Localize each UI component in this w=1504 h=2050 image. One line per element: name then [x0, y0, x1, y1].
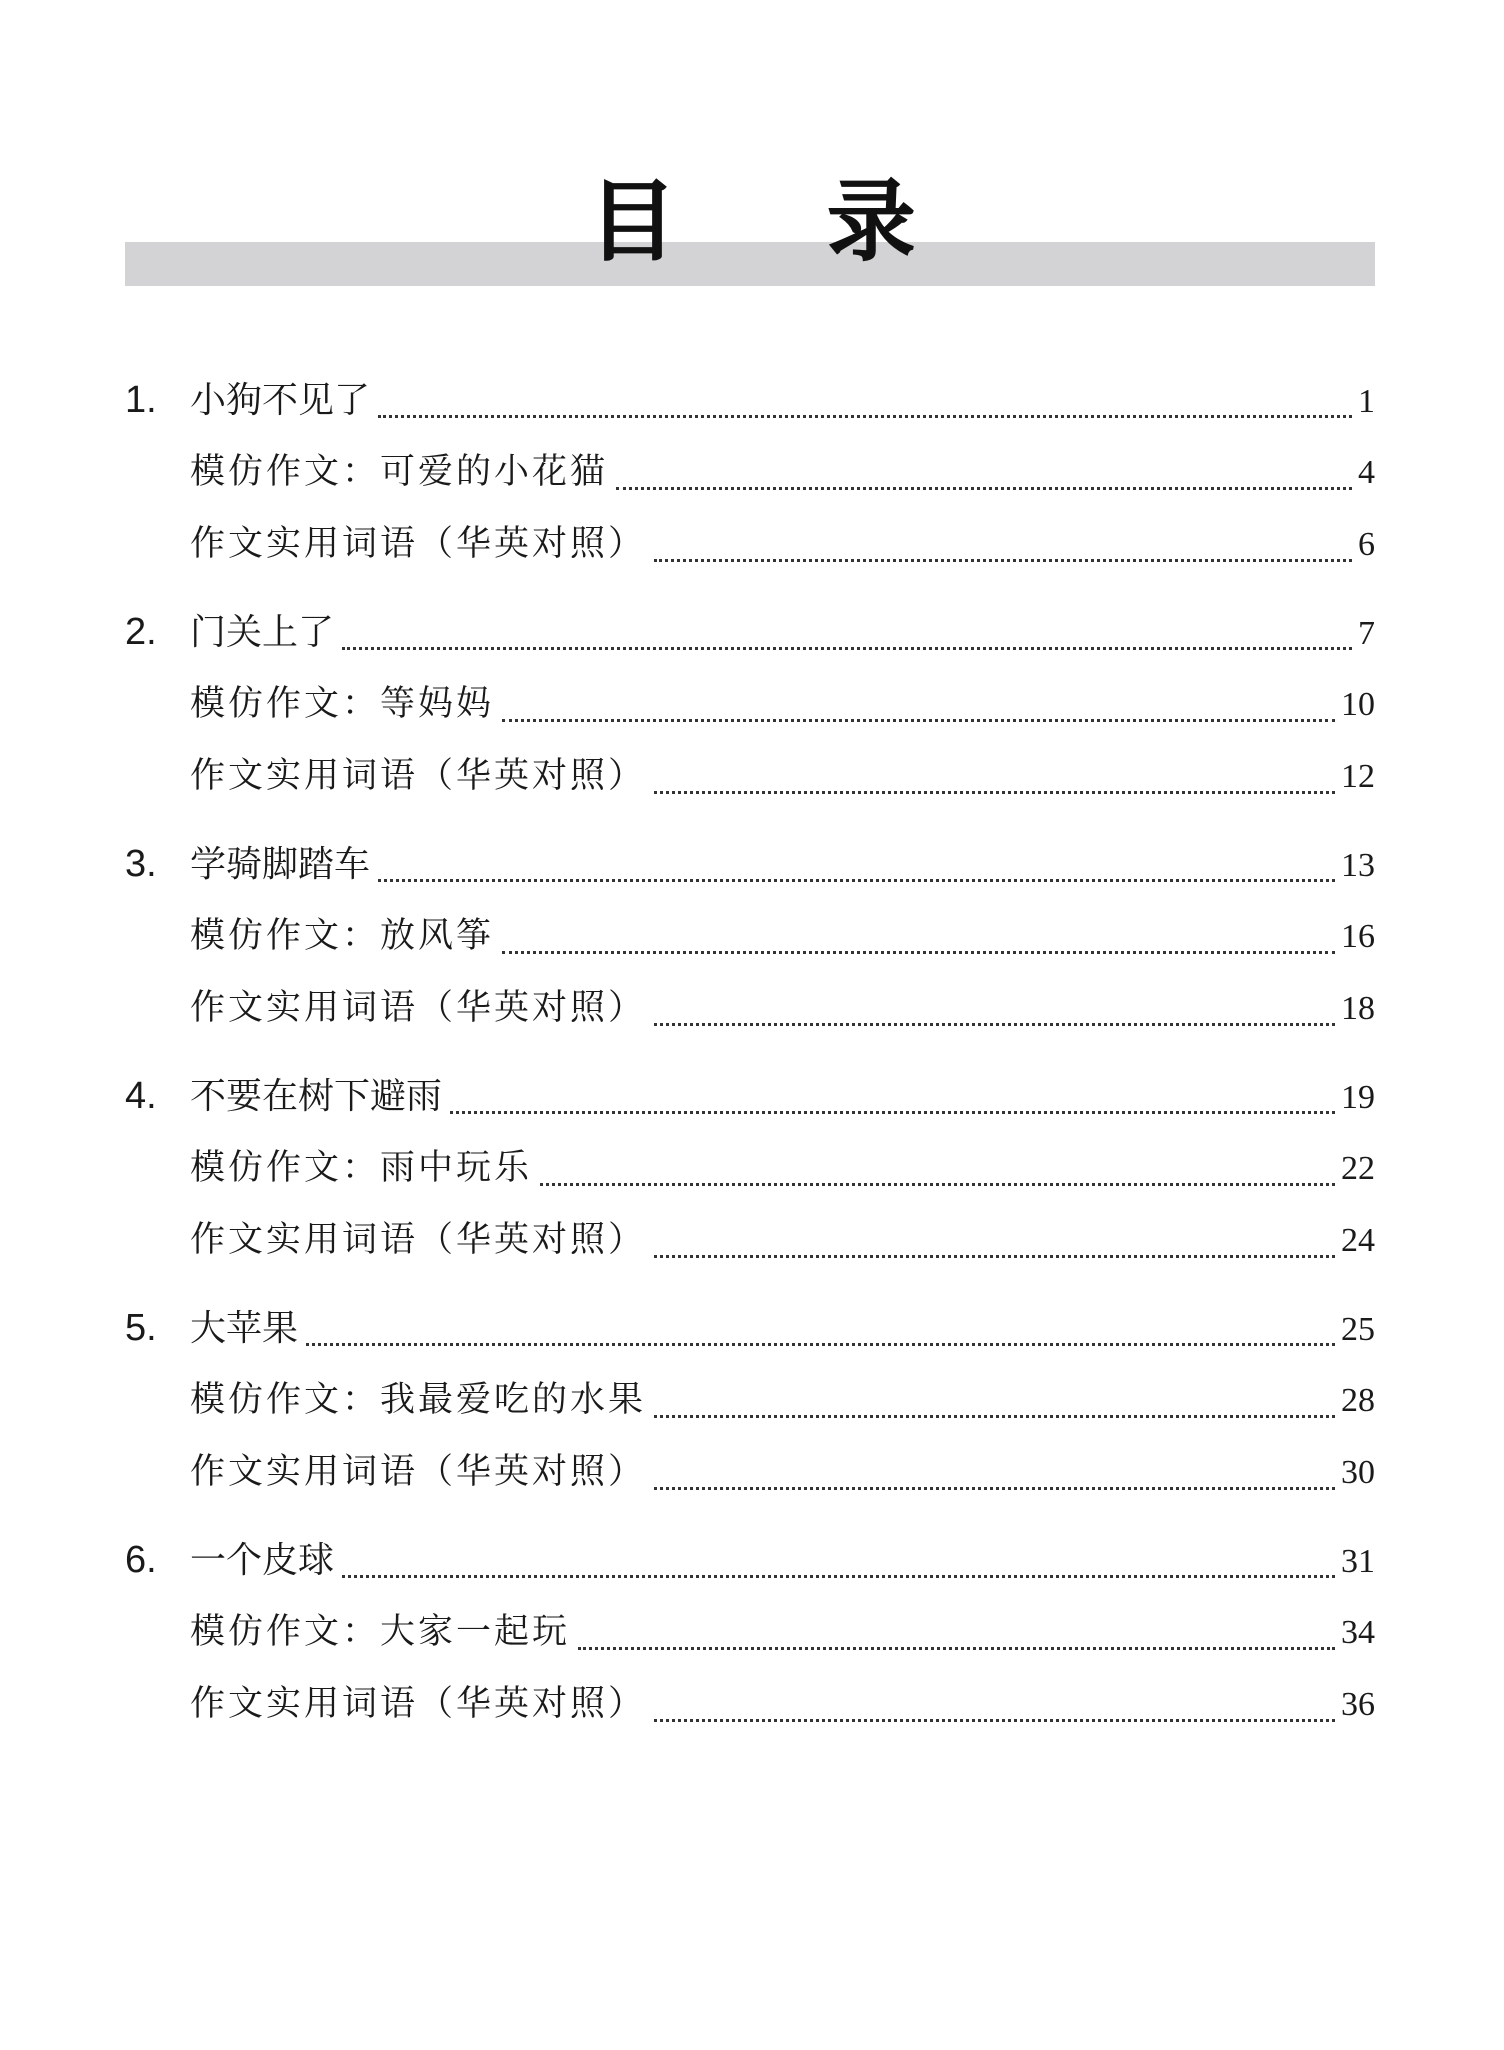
page-number: 7: [1358, 615, 1375, 652]
toc-sub-2-1[interactable]: [125, 676, 1375, 732]
dot-leader: [378, 879, 1335, 882]
dot-leader: [654, 1487, 1335, 1490]
toc-sub-6-2[interactable]: [125, 1676, 1375, 1732]
page-number: 34: [1341, 1614, 1375, 1651]
page-number: 18: [1341, 990, 1375, 1027]
toc-chapter-6[interactable]: [125, 1532, 1375, 1588]
page-number: 12: [1341, 758, 1375, 795]
dot-leader: [450, 1111, 1335, 1114]
page-number: 30: [1341, 1454, 1375, 1491]
page-number: 25: [1341, 1311, 1375, 1348]
chapter-title: 一个皮球: [190, 1540, 335, 1581]
chapter-title: 大苹果: [190, 1308, 299, 1349]
chapter-number: 3.: [125, 843, 157, 885]
page-number: 24: [1341, 1222, 1375, 1259]
sub-title: 模仿作文：我最爱吃的水果: [190, 1380, 647, 1420]
page-number: 19: [1341, 1079, 1375, 1116]
page-title: 目 录: [588, 170, 976, 273]
toc-chapter-1[interactable]: [125, 372, 1375, 428]
dot-leader: [578, 1647, 1335, 1650]
page-number: 13: [1341, 847, 1375, 884]
dot-leader: [654, 559, 1352, 562]
chapter-title: 门关上了: [190, 612, 335, 653]
toc-sub-4-2[interactable]: [125, 1212, 1375, 1268]
sub-title: 作文实用词语（华英对照）: [190, 988, 647, 1028]
dot-leader: [616, 487, 1352, 490]
dot-leader: [342, 647, 1352, 650]
dot-leader: [306, 1343, 1335, 1346]
toc-chapter-4[interactable]: [125, 1068, 1375, 1124]
dot-leader: [654, 791, 1335, 794]
chapter-number: 2.: [125, 611, 157, 653]
sub-title: 作文实用词语（华英对照）: [190, 1452, 647, 1492]
chapter-number: 1.: [125, 379, 157, 421]
page-number: 22: [1341, 1150, 1375, 1187]
dot-leader: [654, 1255, 1335, 1258]
toc-sub-3-1[interactable]: [125, 908, 1375, 964]
chapter-title: 小狗不见了: [190, 380, 371, 421]
toc-sub-4-1[interactable]: [125, 1140, 1375, 1196]
sub-title: 作文实用词语（华英对照）: [190, 1220, 647, 1260]
chapter-number: 6.: [125, 1539, 157, 1581]
page-number: 31: [1341, 1543, 1375, 1580]
page-number: 10: [1341, 686, 1375, 723]
toc-sub-1-2[interactable]: [125, 516, 1375, 572]
sub-title: 作文实用词语（华英对照）: [190, 524, 647, 564]
page-number: 1: [1358, 383, 1375, 420]
toc-chapter-5[interactable]: [125, 1300, 1375, 1356]
dot-leader: [654, 1023, 1335, 1026]
dot-leader: [342, 1575, 1335, 1578]
dot-leader: [378, 415, 1352, 418]
toc-sub-5-1[interactable]: [125, 1372, 1375, 1428]
dot-leader: [654, 1719, 1335, 1722]
toc-sub-5-2[interactable]: [125, 1444, 1375, 1500]
chapter-number: 5.: [125, 1307, 157, 1349]
dot-leader: [654, 1415, 1335, 1418]
toc-sub-3-2[interactable]: [125, 980, 1375, 1036]
toc-sub-1-1[interactable]: [125, 444, 1375, 500]
sub-title: 作文实用词语（华英对照）: [190, 756, 647, 796]
toc-sub-2-2[interactable]: [125, 748, 1375, 804]
sub-title: 模仿作文：放风筝: [190, 916, 495, 956]
dot-leader: [502, 719, 1335, 722]
page-number: 28: [1341, 1382, 1375, 1419]
toc-chapter-2[interactable]: [125, 604, 1375, 660]
sub-title: 模仿作文：大家一起玩: [190, 1612, 571, 1652]
sub-title: 作文实用词语（华英对照）: [190, 1684, 647, 1724]
page-number: 4: [1358, 454, 1375, 491]
page-number: 36: [1341, 1686, 1375, 1723]
sub-title: 模仿作文：可爱的小花猫: [190, 452, 609, 492]
dot-leader: [502, 951, 1335, 954]
chapter-title: 不要在树下避雨: [190, 1076, 443, 1117]
page-number: 6: [1358, 526, 1375, 563]
sub-title: 模仿作文：雨中玩乐: [190, 1148, 533, 1188]
toc-sub-6-1[interactable]: [125, 1604, 1375, 1660]
sub-title: 模仿作文：等妈妈: [190, 684, 495, 724]
chapter-title: 学骑脚踏车: [190, 844, 371, 885]
dot-leader: [540, 1183, 1335, 1186]
chapter-number: 4.: [125, 1075, 157, 1117]
page-number: 16: [1341, 918, 1375, 955]
toc-chapter-3[interactable]: [125, 836, 1375, 892]
